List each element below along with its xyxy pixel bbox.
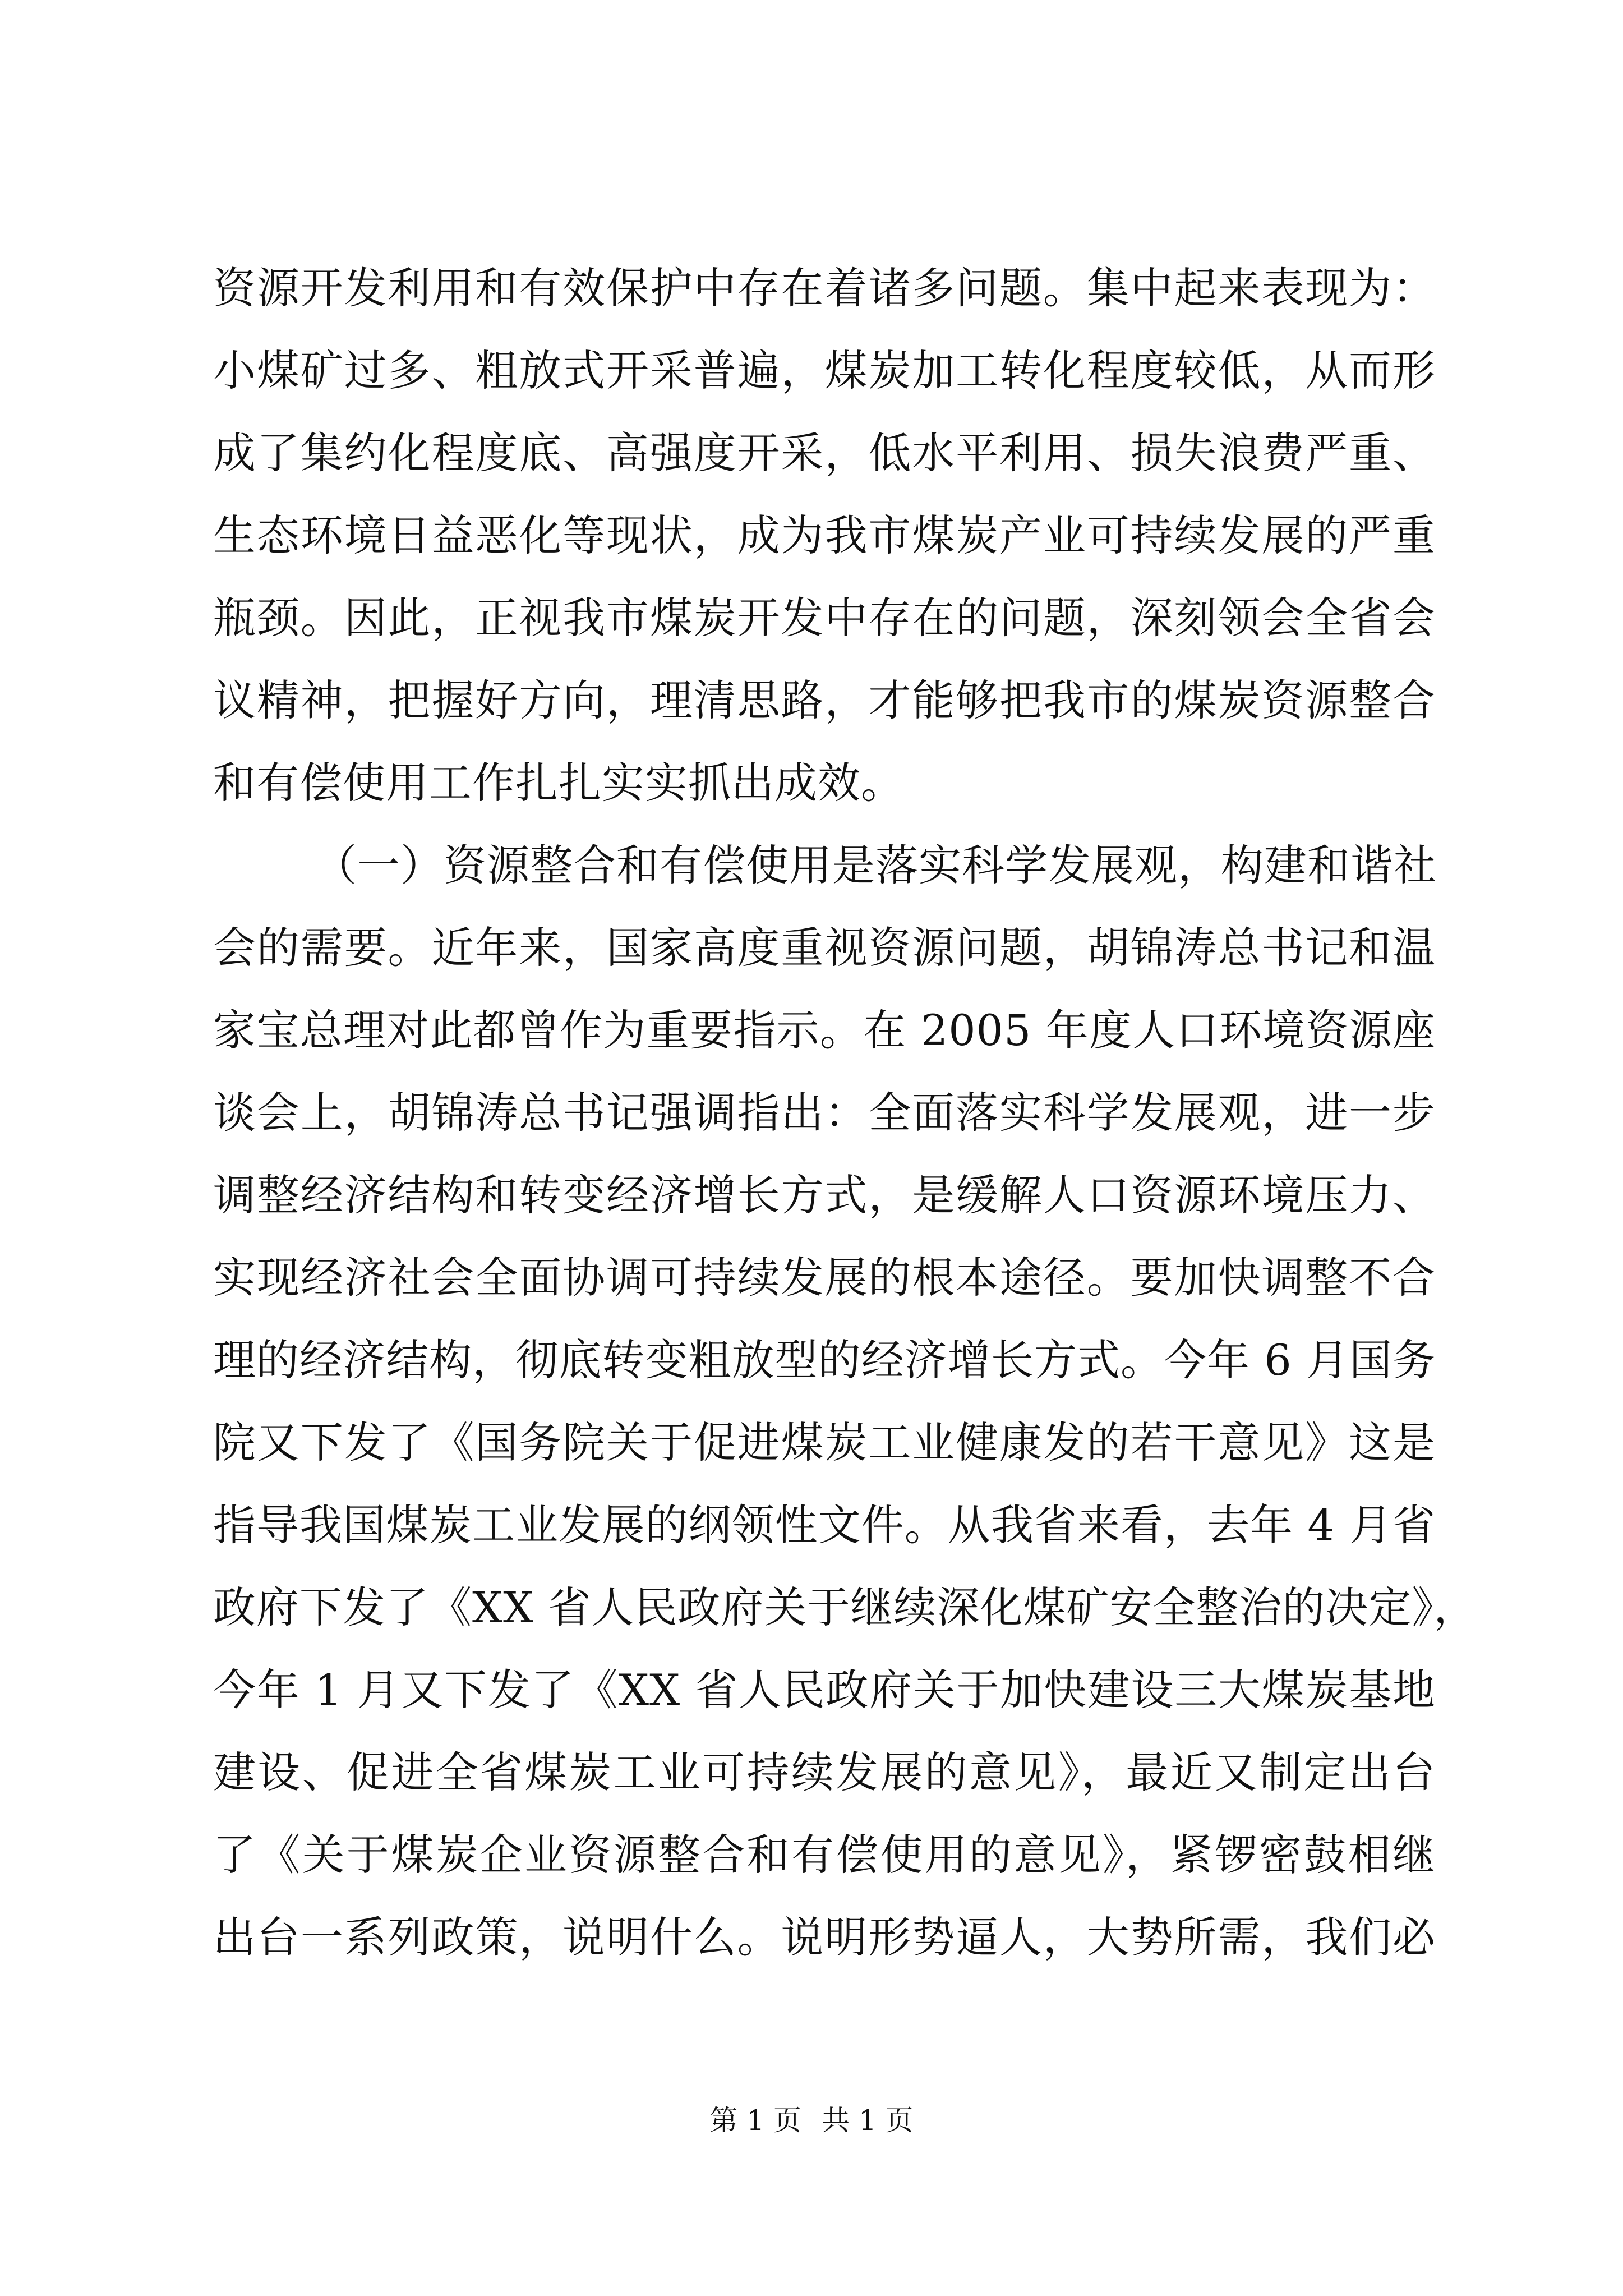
- page-number-current: 第 1 页: [709, 2104, 802, 2137]
- paragraph-2-line-11: 今年 1 月又下发了《XX 省人民政府关于加快建设三大煤炭基地: [213, 1665, 1436, 1715]
- paragraph-2-line-3: 家宝总理对此都曾作为重要指示。在 2005 年度人口环境资源座: [213, 1005, 1436, 1055]
- paragraph-1-line-6: 议精神，把握好方向，理清思路，才能够把我市的煤炭资源整合: [213, 675, 1436, 725]
- paragraph-1-line-1: 资源开发利用和有效保护中存在着诸多问题。集中起来表现为：: [213, 263, 1436, 313]
- page-number-total: 共 1 页: [821, 2104, 914, 2137]
- paragraph-2-line-4: 谈会上，胡锦涛总书记强调指出：全面落实科学发展观，进一步: [213, 1088, 1436, 1138]
- paragraph-2-line-13: 了《关于煤炭企业资源整合和有偿使用的意见》，紧锣密鼓相继: [213, 1830, 1436, 1880]
- paragraph-2-line-14: 出台一系列政策，说明什么。说明形势逼人，大势所需，我们必: [213, 1912, 1436, 1962]
- paragraph-2-line-8: 院又下发了《国务院关于促进煤炭工业健康发的若干意见》这是: [213, 1418, 1436, 1467]
- paragraph-2-line-10: 政府下发了《XX 省人民政府关于继续深化煤矿安全整治的决定》，: [213, 1582, 1477, 1632]
- paragraph-1-line-4: 生态环境日益恶化等现状，成为我市煤炭产业可持续发展的严重: [213, 510, 1436, 560]
- paragraph-1-line-5: 瓶颈。因此，正视我市煤炭开发中存在的问题，深刻领会全省会: [213, 593, 1436, 643]
- page-footer: [0, 2101, 1623, 2140]
- paragraph-2-line-6: 实现经济社会全面协调可持续发展的根本途径。要加快调整不合: [213, 1253, 1436, 1303]
- paragraph-2-line-5: 调整经济结构和转变经济增长方式，是缓解人口资源环境压力、: [213, 1170, 1436, 1220]
- paragraph-2-line-12: 建设、促进全省煤炭工业可持续发展的意见》，最近又制定出台: [213, 1747, 1436, 1797]
- paragraph-1-line-7: 和有偿使用工作扎扎实实抓出成效。: [213, 758, 904, 808]
- document-body: [213, 247, 1477, 1978]
- paragraph-1-line-3: 成了集约化程度底、高强度开采，低水平利用、损失浪费严重、: [213, 428, 1436, 478]
- paragraph-2-line-7: 理的经济结构，彻底转变粗放型的经济增长方式。今年 6 月国务: [213, 1335, 1436, 1385]
- paragraph-2-line-2: 会的需要。近年来，国家高度重视资源问题，胡锦涛总书记和温: [213, 923, 1436, 973]
- paragraph-1-line-2: 小煤矿过多、粗放式开采普遍，煤炭加工转化程度较低，从而形: [213, 346, 1436, 395]
- paragraph-2-line-9: 指导我国煤炭工业发展的纲领性文件。从我省来看，去年 4 月省: [213, 1500, 1436, 1550]
- paragraph-2-line-1: （一）资源整合和有偿使用是落实科学发展观，构建和谐社: [314, 840, 1437, 890]
